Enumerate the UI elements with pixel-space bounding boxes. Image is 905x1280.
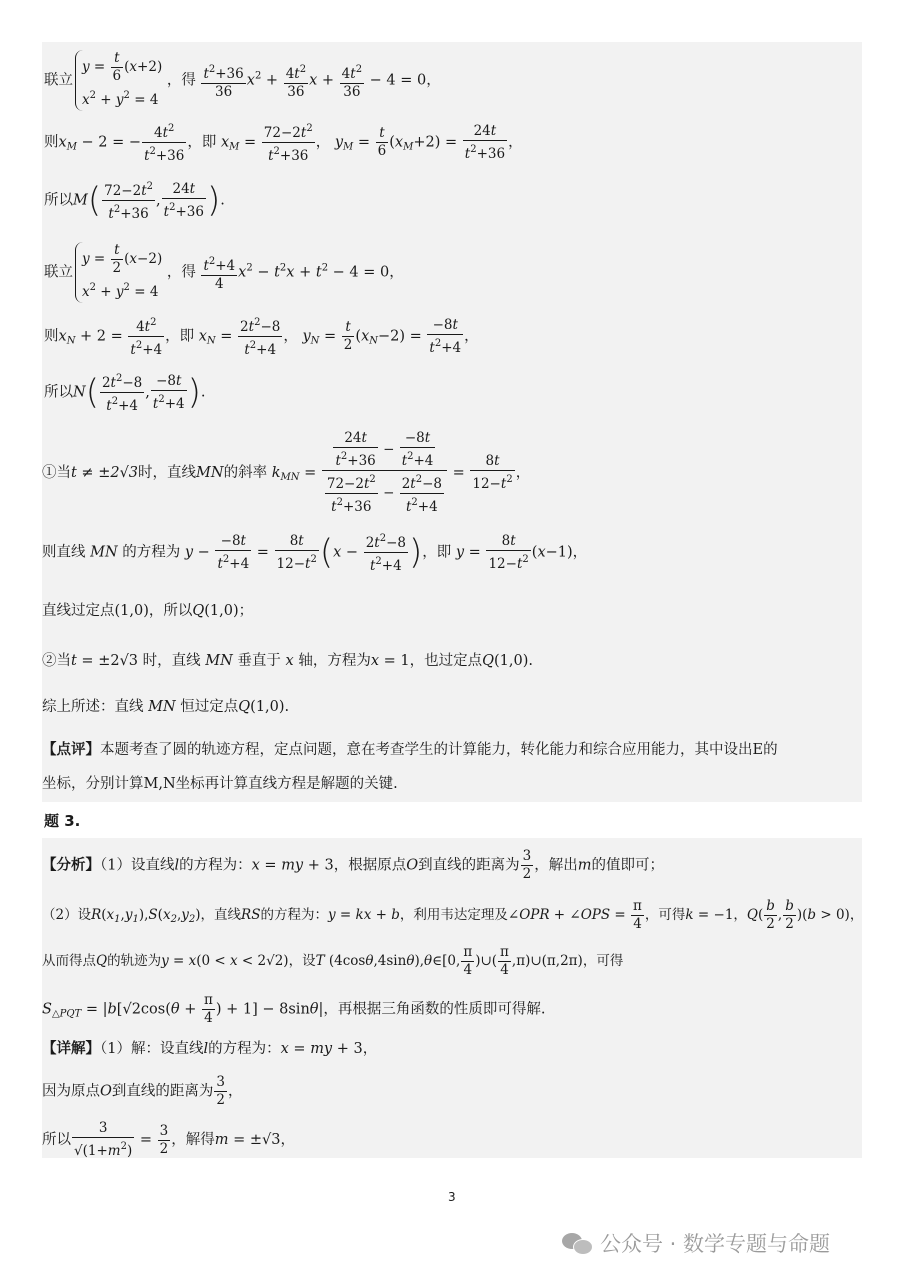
point-n-line: 所以N( $\frac{2t^2-8}{t^2+4}$ , $\frac{-8t}{t^2+4}$ ).: [44, 370, 864, 415]
line-mn-equation: 则直线 MN 的方程为 y − $\frac{-8t}{t^2+4}$ = $\frac{8t}{12-t^2}$ (x − $\frac{2t^2-8}{t^2+4}$ )，即 y = $\frac{8t}{12-t^2}$ (x−1)，: [42, 530, 862, 575]
equation-system: y = $\frac{t}{6}$ (x+2) $x^2 + y^2 = 4$: [75, 50, 162, 111]
analysis-label: 【分析】: [42, 856, 100, 874]
watermark: [562, 1228, 830, 1258]
problem-title: 题 3.: [44, 812, 81, 830]
comment-label: 【点评】: [42, 741, 100, 758]
compound-fraction: $\frac{24t}{t^2+36}$ − $\frac{-8t}{t^2+4}$ $\frac{72-2t^2}{t^2+36}$ − $\frac{2t^2-8}{t^2+4}$: [322, 430, 447, 516]
slope-case-1-line: ①当t ≠ ±2√3时，直线MN的斜率 $k_{MN}$ = $\frac{24t}{t^2+36}$ − $\frac{-8t}{t^2+4}$ $\frac{72-2t^2}{t^2+36}$ − $\frac{2t^2-8}{t^2+4}$ = $\frac{8t}{12-t^2}$ ，: [42, 430, 531, 515]
comment-line-1: 【点评】本题考查了圆的轨迹方程，定点问题，意在考查学生的计算能力，转化能力和综合应用能力，其中设出E的: [42, 741, 778, 758]
wechat-icon: [562, 1231, 592, 1255]
xm-derivation-line: 则$x_M - 2$ = − $\frac{4t^2}{t^2+36}$ ，即 $x_M$ = $\frac{72-2t^2}{t^2+36}$ ， $y_M$ = $\frac{t}{6}$ $(x_M+2)$ = $\frac{24t}{t^2+36}$ ，: [44, 120, 864, 165]
text-label: 联立: [44, 72, 73, 89]
solution-panel-top: [42, 42, 862, 802]
solution-panel-bottom: [42, 838, 862, 1158]
analysis-line-2: （2）设$R(x_1,y_1),S(x_2,y_2)$，直线RS的方程为：y = kx + b，利用韦达定理及∠OPR + ∠OPS = $\frac{\pi}{4}$ ，可得k = −1，Q( $\frac{b}{2}$ , $\frac{b}{2}$ )(b > 0)，: [42, 898, 864, 932]
analysis-line-4: $S_{\triangle PQT} = |b[√2\cos(\theta$ + $\frac{\pi}{4}$ ) + 1] − 8sinθ|，再根据三角函数的性质即可得解.: [42, 992, 546, 1026]
system-equation-line-1: 联立 y = $\frac{t}{6}$ (x+2) $x^2 + y^2 = 4$ ，得 $\frac{t^2+36}{36}$ $x^2$ + $\frac{4t^2}{36}$ x + $\frac{4t^2}{36}$ − 4 = 0，: [44, 50, 864, 111]
slope-case-2-line: ②当t = ±2√3 时，直线 MN 垂直于 x 轴，方程为x = 1，也过定点Q(1,0).: [42, 653, 533, 669]
system-equation-line-2: 联立 y = $\frac{t}{2}$ (x−2) $x^2 + y^2 = 4$ ，得 $\frac{t^2+4}{4}$ $x^2 - t^2x + t^2 - 4 = 0$，: [44, 242, 864, 303]
comment-line-2: 坐标，分别计算M,N坐标再计算直线方程是解题的关键.: [42, 776, 398, 792]
detail-line-2: 因为原点O到直线的距离为 $\frac{3}{2}$ ，: [42, 1074, 243, 1108]
page-number: 3: [448, 1190, 456, 1204]
conclusion-line: 综上所述：直线 MN 恒过定点Q(1,0).: [42, 699, 290, 715]
watermark-text: 公众号 · 数学专题与命题: [600, 1232, 831, 1256]
detail-label: 【详解】: [42, 1040, 100, 1057]
equation-system: y = $\frac{t}{2}$ (x−2) $x^2 + y^2 = 4$: [75, 242, 162, 303]
xn-derivation-line: 则$x_N + 2$ = $\frac{4t^2}{t^2+4}$ ，即 $x_N$ = $\frac{2t^2-8}{t^2+4}$ ， $y_N$ = $\frac{t}{2}$ $(x_N-2)$ = $\frac{-8t}{t^2+4}$ ，: [44, 314, 864, 359]
point-m-line: 所以M( $\frac{72-2t^2}{t^2+36}$ , $\frac{24t}{t^2+36}$ ).: [44, 178, 864, 223]
detail-line-3: 所以 $\frac{3}{√(1+m^2)}$ = $\frac{3}{2}$ ，解得m = ±√3，: [42, 1120, 295, 1159]
analysis-line-3: 从而得点Q的轨迹为y = x(0 < x < 2√2)，设T (4cosθ,4sinθ),θ∈[0, $\frac{\pi}{4}$ )∪( $\frac{\pi}{4}$ ,π)∪(π,2π)，可得: [42, 944, 624, 978]
analysis-line-1: 【分析】（1）设直线l的方程为：x = my + 3，根据原点O到直线的距离为 $\frac{3}{2}$ ，解出m的值即可；: [42, 848, 664, 882]
fixed-point-line: 直线过定点(1,0)，所以Q(1,0)；: [42, 603, 254, 619]
detail-line-1: 【详解】（1）解：设直线l的方程为：x = my + 3，: [42, 1040, 378, 1057]
